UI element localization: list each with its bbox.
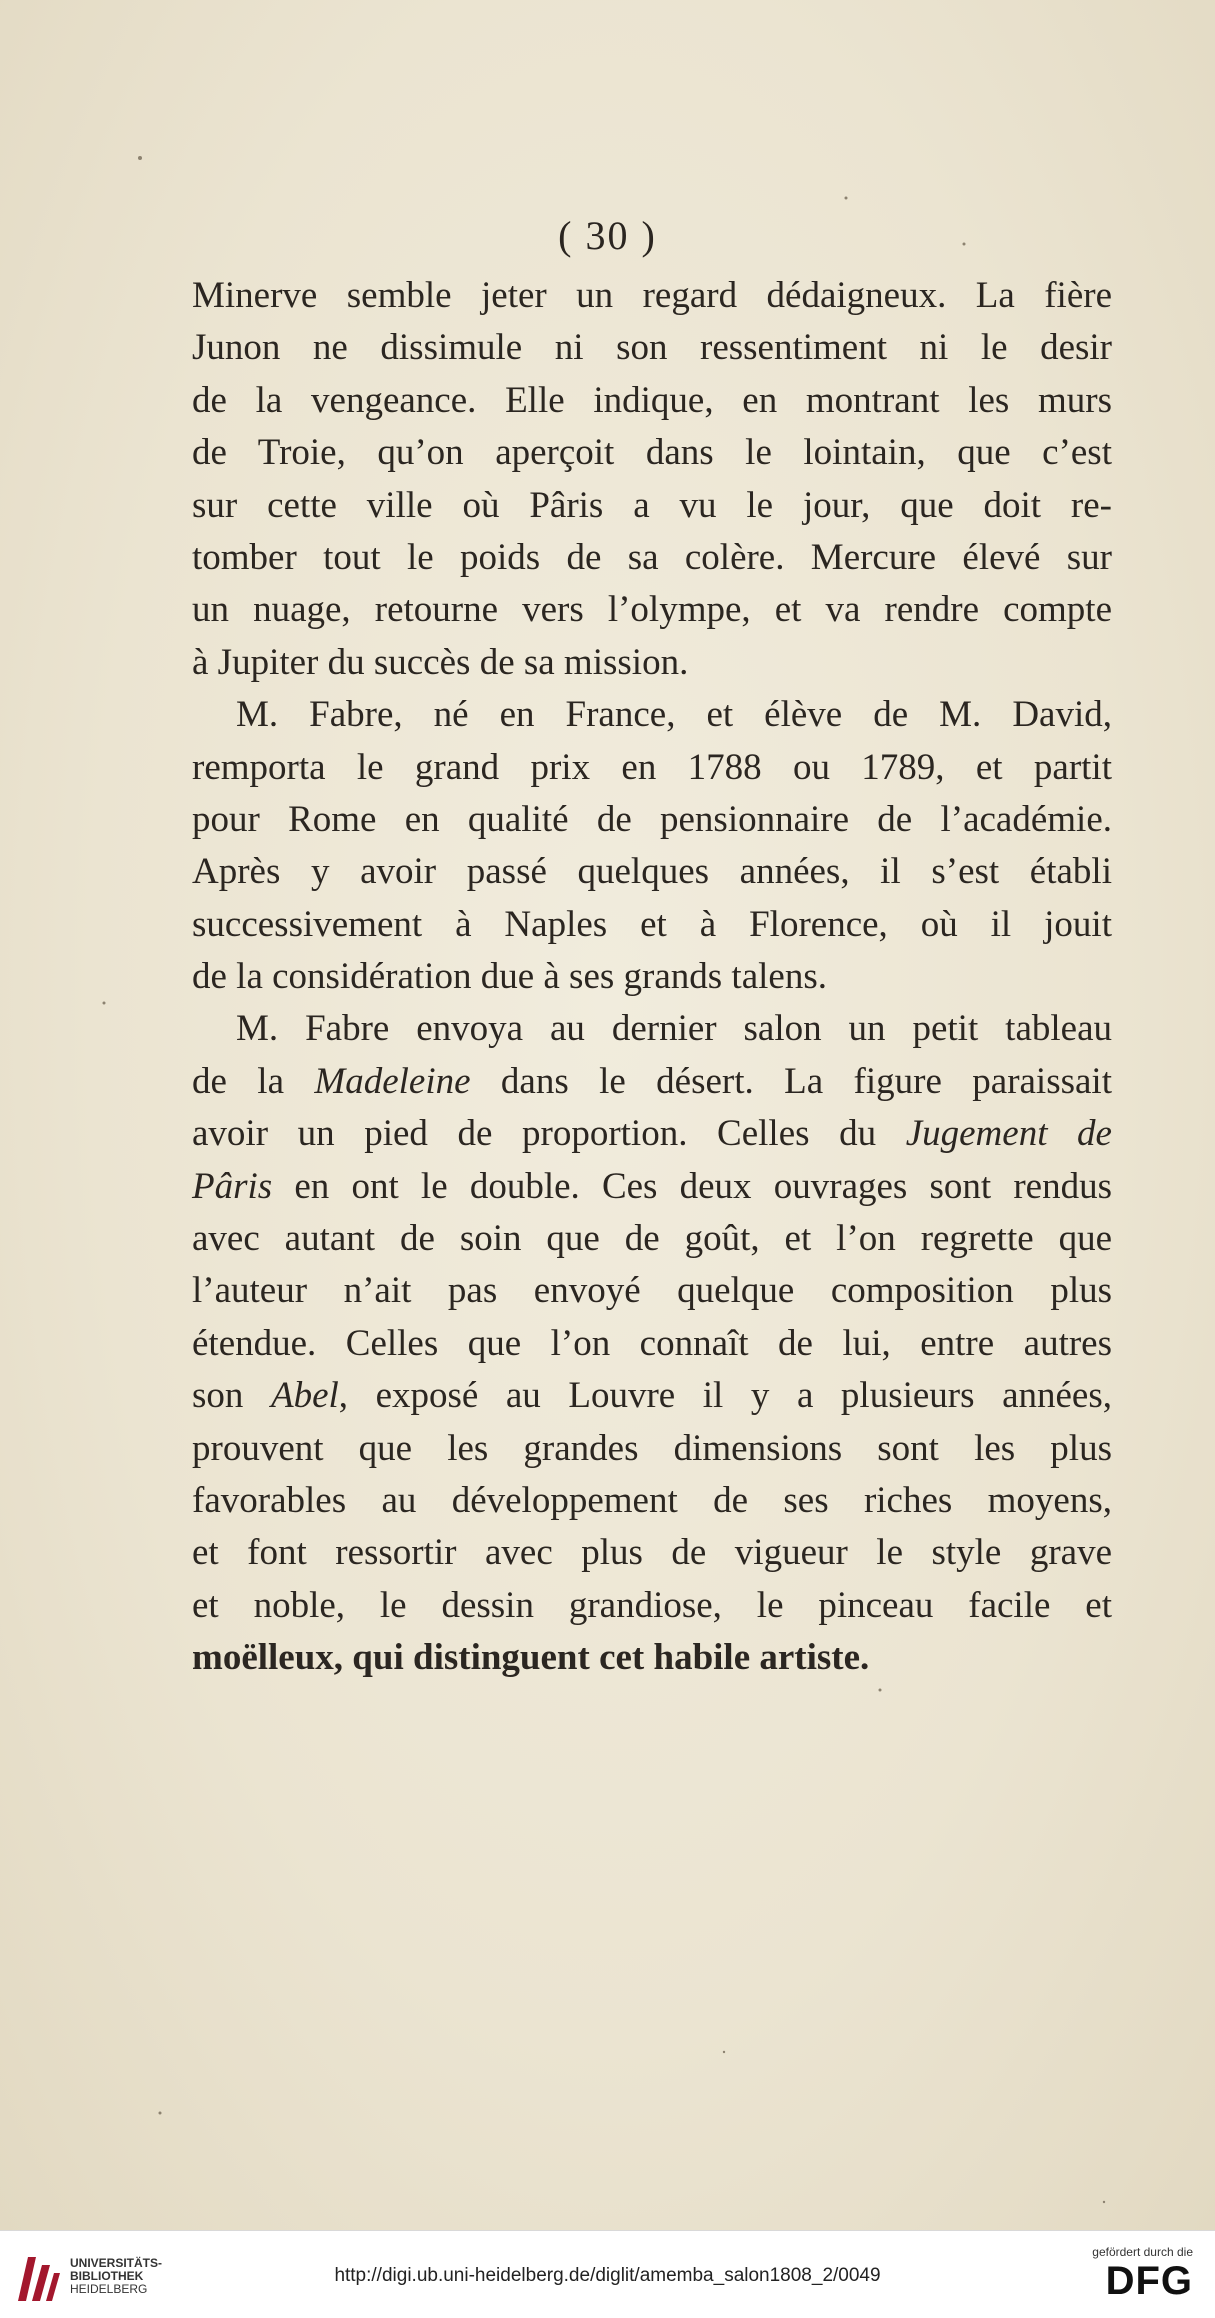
funding-notice xyxy=(1073,2245,1193,2303)
text-line: M. Fabre envoya au dernier salon un petit tableau xyxy=(236,1008,1112,1050)
text-line: un nuage, retourne vers l’olympe, et va rendre compte xyxy=(192,589,1112,631)
text-line: pour Rome en qualité de pensionnaire de l’académie. xyxy=(192,798,1112,840)
library-name-line-1: UNIVERSITÄTS- xyxy=(70,2256,163,2270)
text-line: Junon ne dissimule ni son ressentiment ni le desir xyxy=(192,327,1112,369)
library-name-line-2: BIBLIOTHEK xyxy=(70,2269,144,2283)
text-line: de la vengeance. Elle indique, en montrant les murs xyxy=(192,379,1112,421)
text-segment: , exposé au Louvre il y a plusieurs années, xyxy=(338,1375,1112,1417)
text-line: à Jupiter du succès de sa mission. xyxy=(192,641,689,683)
text-segment: avoir un pied de proportion. Celles du xyxy=(192,1113,906,1155)
text-line: de Troie, qu’on aperçoit dans le lointain, que c’est xyxy=(192,432,1112,474)
italic-title: Madeleine xyxy=(314,1060,471,1102)
text-line xyxy=(192,1108,1112,1160)
text-line: Après y avoir passé quelques années, il s’est établi xyxy=(192,851,1112,893)
body-text xyxy=(192,270,1112,1685)
funded-by-label: gefördert durch die xyxy=(1092,2245,1193,2259)
text-line: successivement à Naples et à Florence, où il jouit xyxy=(192,903,1112,945)
text-line: favorables au développement de ses riches moyens, xyxy=(192,1479,1112,1521)
text-line: moëlleux, qui distinguent cet habile artiste. xyxy=(192,1637,870,1679)
text-line: avec autant de soin que de goût, et l’on regrette que xyxy=(192,1218,1112,1260)
text-segment: dans le désert. La figure paraissait xyxy=(470,1060,1112,1102)
page-number: ( 30 ) xyxy=(558,213,657,258)
italic-title: Jugement de xyxy=(905,1113,1112,1155)
text-line xyxy=(192,1370,1112,1422)
text-line: Minerve semble jeter un regard dédaigneux. La fière xyxy=(192,275,1112,316)
text-line: et font ressortir avec plus de vigueur le style grave xyxy=(192,1532,1112,1574)
italic-title: Abel xyxy=(270,1375,339,1417)
text-line: et noble, le dessin grandiose, le pinceau facile et xyxy=(192,1584,1112,1626)
text-line: remporta le grand prix en 1788 ou 1789, et partit xyxy=(192,746,1112,788)
text-line: tomber tout le poids de sa colère. Mercure élevé sur xyxy=(192,536,1112,578)
text-line: prouvent que les grandes dimensions sont les plus xyxy=(192,1427,1112,1469)
footer-bar xyxy=(0,2230,1215,2318)
text-line: sur cette ville où Pâris a vu le jour, que doit re- xyxy=(192,484,1112,526)
text-segment: en ont le double. Ces deux ouvrages sont rendus xyxy=(272,1165,1112,1207)
text-line xyxy=(192,1161,1112,1213)
text-line: l’auteur n’ait pas envoyé quelque composition plus xyxy=(192,1270,1112,1312)
library-name-line-3: HEIDELBERG xyxy=(70,2282,148,2296)
dfg-logo: DFG xyxy=(1105,2259,1193,2303)
text-line: M. Fabre, né en France, et élève de M. David, xyxy=(236,694,1112,736)
text-line: de la considération due à ses grands talens. xyxy=(192,956,827,998)
italic-title: Pâris xyxy=(192,1165,273,1207)
text-segment: de la xyxy=(192,1060,315,1102)
permalink-url[interactable]: http://digi.ub.uni-heidelberg.de/diglit/amemba_salon1808_2/0049 xyxy=(334,2265,881,2286)
text-line: étendue. Celles que l’on connaît de lui, entre autres xyxy=(192,1322,1112,1364)
text-segment: son xyxy=(192,1375,271,1417)
text-line xyxy=(192,1056,1112,1108)
